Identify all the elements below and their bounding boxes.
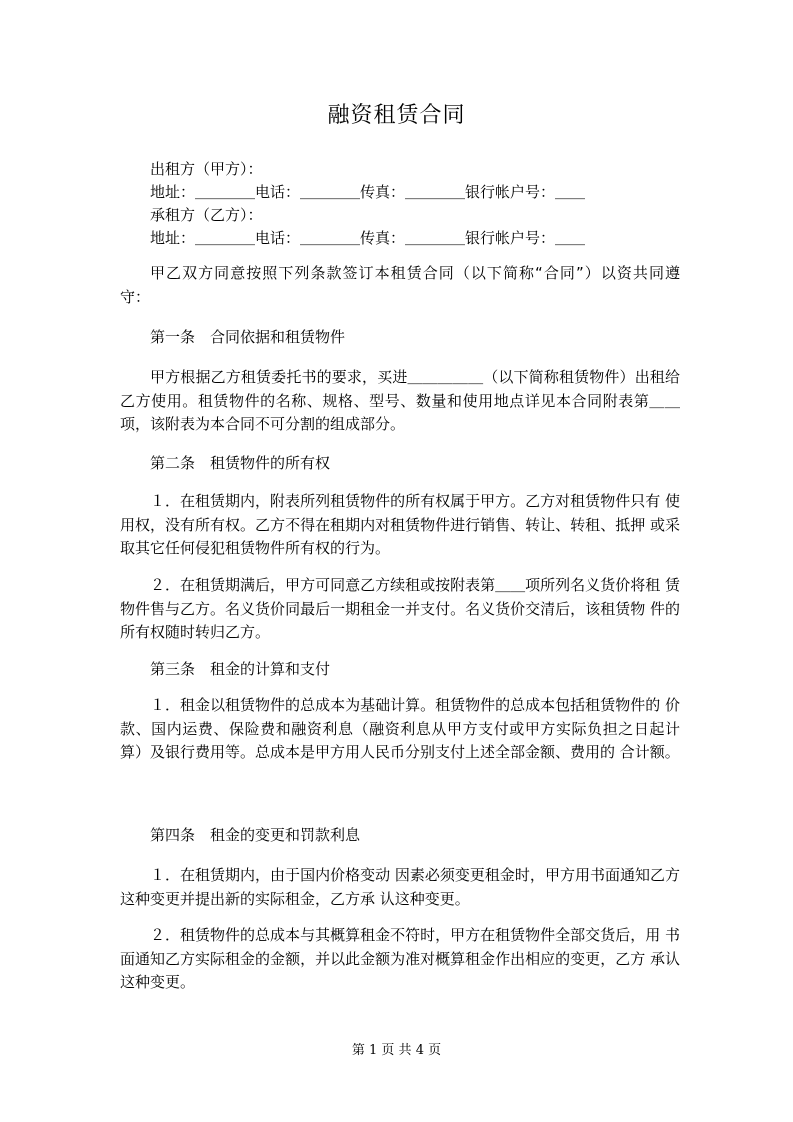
lessee-contact-line: 地址：＿＿＿＿电话：＿＿＿＿传真：＿＿＿＿银行帐户号：＿＿ [150, 229, 586, 247]
article-4-paragraph-2: ２．租赁物件的总成本与其概算租金不符时，甲方在租赁物件全部交货后，用 书面通知乙方实际租金的金额，并以此金额为准对概算租金作出相应的变更，乙方 承认这种变更。 [120, 926, 680, 991]
preamble-paragraph: 甲乙双方同意按照下列条款签订本租赁合同（以下简称“合同”）以资共同遵 守： [120, 264, 680, 306]
document-title: 融资租赁合同 [327, 103, 466, 128]
article-2-paragraph-1: １．在租赁期内，附表所列租赁物件的所有权属于甲方。乙方对租赁物件只有 使用权，没有所有权。乙方不得在租期内对租赁物件进行销售、转让、转租、抵押 或采取其它任何侵犯租赁物件所有权的行为。 [120, 492, 680, 557]
lessee-label: 承租方（乙方）： [150, 206, 263, 224]
article-4-paragraph-1: １．在租赁期内，由于国内价格变动 因素必须变更租金时，甲方用书面通知乙方这种变更并提出新的实际租金，乙方承 认这种变更。 [120, 866, 680, 908]
article-1-paragraph-1: 甲方根据乙方租赁委托书的要求，买进＿＿＿＿＿（以下简称租赁物件）出租给 乙方使用。租赁物件的名称、规格、型号、数量和使用地点详见本合同附表第＿＿项，该附表为本合同不可分割的组成部分。 [120, 368, 680, 433]
article-2-paragraph-2: ２．在租赁期满后，甲方可同意乙方续租或按附表第＿＿项所列名义货价将租 赁物件售与乙方。名义货价同最后一期租金一并支付。名义货价交清后，该租赁物 件的所有权随时转归乙方。 [120, 576, 680, 641]
article-4-heading: 第四条 租金的变更和罚款利息 [150, 826, 361, 844]
article-2-heading: 第二条 租赁物件的所有权 [150, 454, 331, 472]
article-3-paragraph-1: １．租金以租赁物件的总成本为基础计算。租赁物件的总成本包括租赁物件的 价款、国内运费、保险费和融资利息（融资利息从甲方支付或甲方实际负担之日起计 算）及银行费用等。总成本是甲方用人民币分别支付上述全部金额、费用的 合计额。 [120, 696, 680, 761]
article-1-heading: 第一条 合同依据和租赁物件 [150, 328, 346, 346]
page-number-footer: 第 1 页 共 4 页 [351, 1043, 442, 1058]
lessor-contact-line: 地址：＿＿＿＿电话：＿＿＿＿传真：＿＿＿＿银行帐户号：＿＿ [150, 183, 586, 201]
article-3-heading: 第三条 租金的计算和支付 [150, 660, 331, 678]
lessor-label: 出租方（甲方）： [150, 160, 263, 178]
